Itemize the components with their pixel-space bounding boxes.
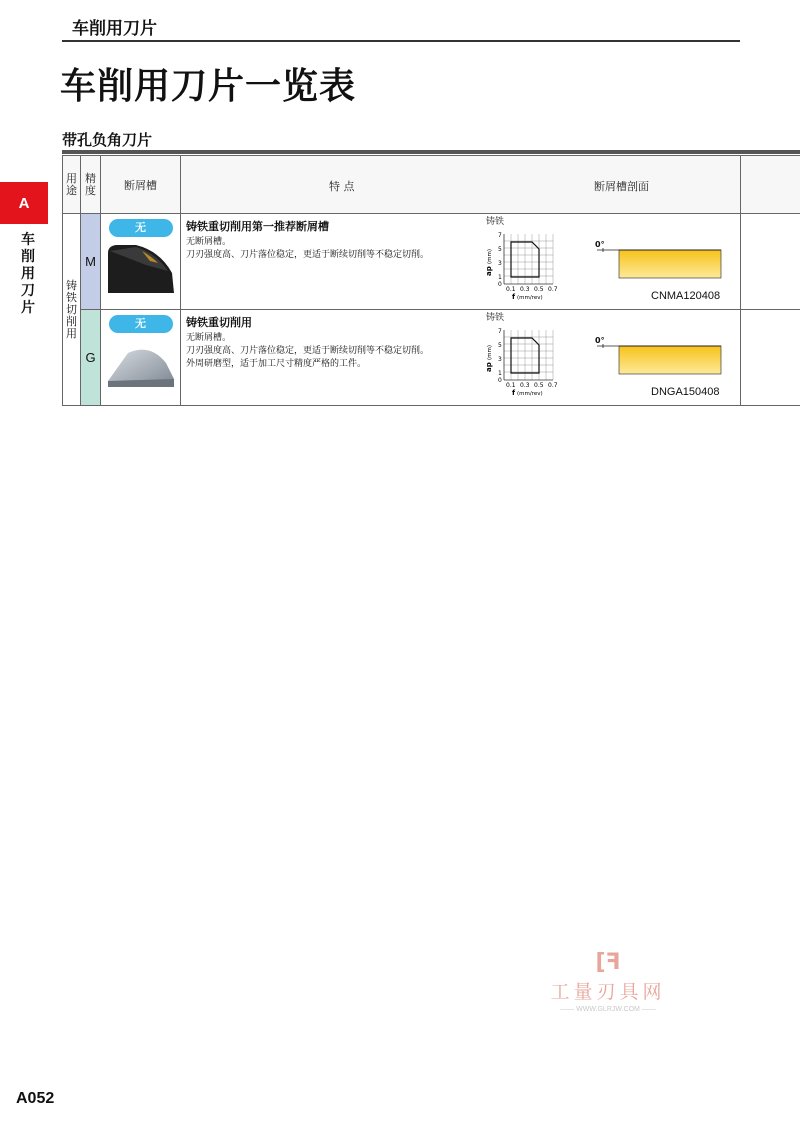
watermark-logo-icon: [ꟻ <box>595 950 621 975</box>
insert-model: CNMA120408 <box>651 290 721 302</box>
feature-line: 无断屑槽。 <box>186 333 232 343</box>
cutting-range-chart <box>481 228 567 302</box>
chart-x-tick: 0.7 <box>548 382 558 389</box>
header-section-label: 断屑槽剖面 <box>594 180 649 193</box>
chart-x-tick: 0.5 <box>534 382 544 389</box>
use-cell <box>63 214 81 406</box>
header-use-label: 用途 <box>66 171 77 197</box>
chart-x-tick: 0.1 <box>506 382 516 389</box>
chart-x-unit: (mm/rev) <box>517 391 543 397</box>
chart-x-tick: 0.5 <box>534 286 544 293</box>
chart-y-label: ap <box>485 362 493 372</box>
chart-y-tick: 0 <box>498 281 502 288</box>
feature-line: 无断屑槽。 <box>186 237 232 247</box>
chart-x-unit: (mm/rev) <box>517 295 543 301</box>
rake-angle-label: 0° <box>595 336 605 345</box>
chart-x-tick: 0.3 <box>520 382 530 389</box>
chart-y-label: ap <box>485 266 493 276</box>
grade-cell: G <box>81 310 101 406</box>
header-features-label: 特 点 <box>329 180 355 193</box>
table-row <box>63 310 800 406</box>
chart-x-tick: 0.1 <box>506 286 516 293</box>
chart-y-tick: 1 <box>498 370 502 377</box>
chart-material-label: 铸铁 <box>486 313 505 323</box>
insert-table <box>62 155 800 406</box>
feature-title: 铸铁重切削用第一推荐断屑槽 <box>186 220 329 233</box>
table-row <box>63 214 800 310</box>
chart-y-tick: 7 <box>498 232 502 239</box>
insert-image-grey <box>106 339 176 391</box>
header-features <box>181 156 741 214</box>
page-number: A052 <box>16 1090 55 1107</box>
features-cell <box>181 214 741 310</box>
header-precision-label: 精度 <box>85 171 96 197</box>
page-title: 车削用刀片一览表 <box>60 66 357 107</box>
section-title: 带孔负角刀片 <box>62 131 153 149</box>
chipbreaker-cell <box>101 214 181 310</box>
chart-y-unit: (mm) <box>487 248 493 264</box>
feature-line: 刀刃强度高、刀片落位稳定，更适于断续切削等不稳定切削。 <box>186 346 430 356</box>
chart-y-tick: 7 <box>498 328 502 335</box>
chart-y-unit: (mm) <box>487 344 493 360</box>
header-precision <box>81 156 101 214</box>
grade-cell: M <box>81 214 101 310</box>
header-chipbreaker: 断屑槽 <box>101 156 181 214</box>
feature-line: 刀刃强度高、刀片落位稳定，更适于断续切削等不稳定切削。 <box>186 250 430 260</box>
feature-line: 外周研磨型，适于加工尺寸精度严格的工件。 <box>186 359 367 369</box>
chart-y-tick: 5 <box>498 342 502 349</box>
extra-cell <box>741 214 800 310</box>
chart-x-label: f <box>512 293 516 301</box>
chart-y-tick: 1 <box>498 274 502 281</box>
chipbreaker-cell <box>101 310 181 406</box>
insert-section-view <box>595 338 737 382</box>
chart-y-tick: 3 <box>498 356 502 363</box>
watermark-name: 工量刃具网 <box>550 981 666 1003</box>
insert-model: DNGA150408 <box>651 386 720 398</box>
chipbreaker-badge: 无 <box>109 219 173 237</box>
header-title: 车削用刀片 <box>72 19 157 39</box>
side-label: 车削用刀片 <box>21 232 35 316</box>
feature-title: 铸铁重切削用 <box>186 316 252 329</box>
section-rule <box>62 150 800 154</box>
features-cell <box>181 310 741 406</box>
insert-section-view <box>595 242 737 286</box>
chipbreaker-badge: 无 <box>109 315 173 333</box>
chart-material-label: 铸铁 <box>486 217 505 227</box>
header-use <box>63 156 81 214</box>
chart-y-tick: 0 <box>498 377 502 384</box>
header-rule <box>62 40 740 42</box>
chart-y-tick: 5 <box>498 246 502 253</box>
header-extra <box>741 156 800 214</box>
insert-image-dark <box>106 243 176 295</box>
watermark <box>538 950 678 1013</box>
extra-cell <box>741 310 800 406</box>
use-label: 铸铁切削用 <box>66 278 77 340</box>
chart-x-tick: 0.3 <box>520 286 530 293</box>
chart-x-tick: 0.7 <box>548 286 558 293</box>
chart-y-tick: 3 <box>498 260 502 267</box>
cutting-range-chart <box>481 324 567 398</box>
watermark-url: —— WWW.GLRJW.COM —— <box>560 1006 656 1013</box>
rake-angle-label: 0° <box>595 240 605 249</box>
chart-x-label: f <box>512 389 516 397</box>
side-tab[interactable]: A <box>0 182 48 224</box>
